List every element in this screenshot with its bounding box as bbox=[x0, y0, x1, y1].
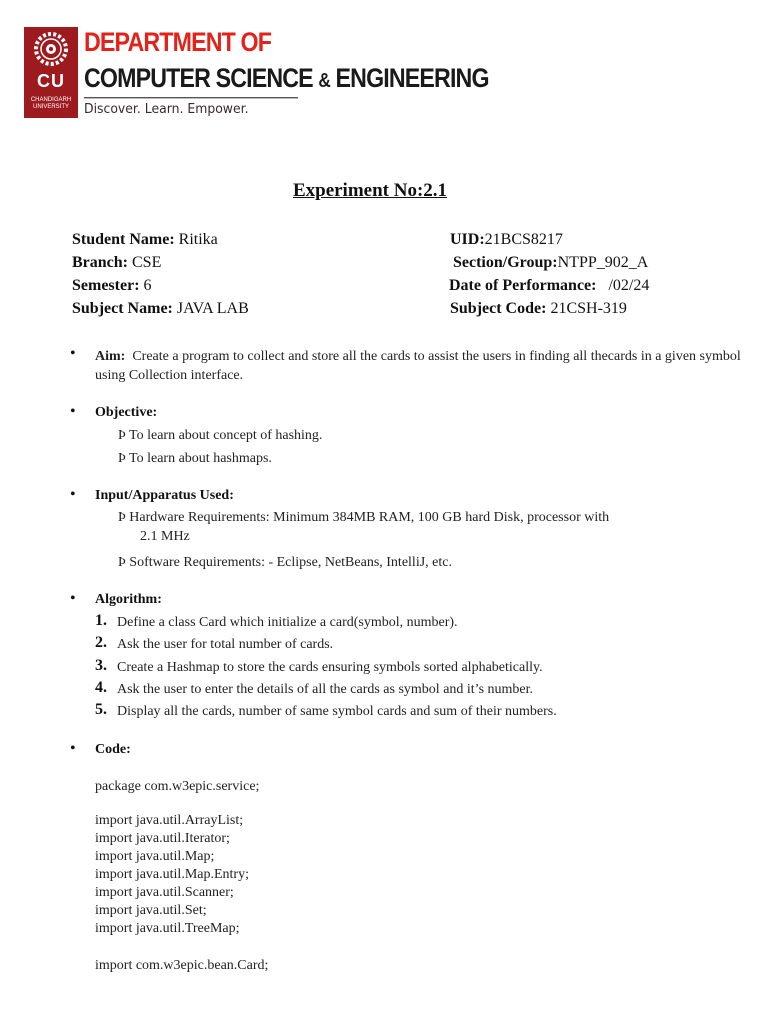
algorithm-step-number: 4. bbox=[95, 679, 107, 696]
code-bullet: • bbox=[70, 740, 76, 757]
department-title-line1: DEPARTMENT OF bbox=[84, 27, 272, 57]
hardware-requirements-cont: 2.1 MHz bbox=[140, 529, 190, 544]
algorithm-step-number: 2. bbox=[95, 634, 107, 651]
experiment-title: Experiment No:2.1 bbox=[292, 180, 448, 201]
algorithm-step: Ask the user for total number of cards. bbox=[117, 637, 334, 652]
algorithm-step-number: 3. bbox=[95, 657, 107, 674]
aim-bullet: • bbox=[70, 345, 76, 362]
tagline: Discover. Learn. Empower. bbox=[84, 101, 249, 117]
student-uid: UID:21BCS8217 bbox=[450, 231, 563, 248]
objective-item: Þ To learn about hashmaps. bbox=[118, 451, 272, 466]
aim-label: Aim: bbox=[95, 349, 126, 364]
section-group: Section/Group:NTPP_902_A bbox=[453, 254, 649, 271]
semester: Semester: 6 bbox=[72, 277, 152, 294]
subject-code: Subject Code: 21CSH-319 bbox=[450, 300, 627, 317]
apparatus-bullet: • bbox=[70, 486, 76, 503]
aim-section bbox=[95, 347, 755, 385]
objective-item: Þ To learn about concept of hashing. bbox=[118, 428, 323, 443]
logo-cu-text: CU bbox=[37, 71, 65, 91]
algorithm-step: Create a Hashmap to store the cards ensuring symbols sorted alphabetically. bbox=[117, 660, 543, 675]
hardware-requirements: Þ Hardware Requirements: Minimum 384MB RAM, 100 GB hard Disk, processor with bbox=[118, 510, 610, 525]
student-name: Student Name: Ritika bbox=[72, 231, 218, 248]
gear-emblem-icon bbox=[24, 27, 78, 71]
algorithm-step: Display all the cards, number of same symbol cards and sum of their numbers. bbox=[117, 704, 557, 719]
header-rule bbox=[84, 97, 298, 99]
code-heading: Code: bbox=[95, 742, 131, 757]
code-imports: import java.util.ArrayList; import java.util.Iterator; import java.util.Map; import java.util.Map.Entry; import java.util.Scanner; import java.util.Set; import java.util.TreeMap; bbox=[95, 813, 249, 936]
algorithm-step-number: 5. bbox=[95, 701, 107, 718]
aim-text: Create a program to collect and store all the cards to assist the users in finding all thecards in a given symbol using Collection interface. bbox=[95, 349, 741, 383]
objective-bullet: • bbox=[70, 403, 76, 420]
department-title-line2: COMPUTER SCIENCE & ENGINEERING bbox=[84, 63, 489, 93]
subject-name: Subject Name: JAVA LAB bbox=[72, 300, 249, 317]
university-logo bbox=[24, 27, 78, 118]
software-requirements: Þ Software Requirements: - Eclipse, NetBeans, IntelliJ, etc. bbox=[118, 555, 452, 570]
date-of-performance: Date of Performance: /02/24 bbox=[449, 277, 650, 294]
algorithm-step-number: 1. bbox=[95, 612, 107, 629]
code-package-line: package com.w3epic.service; bbox=[95, 779, 260, 794]
algorithm-bullet: • bbox=[70, 590, 76, 607]
logo-university-text: CHANDIGARH UNIVERSITY bbox=[30, 97, 72, 110]
objective-heading: Objective: bbox=[95, 405, 158, 420]
branch: Branch: CSE bbox=[72, 254, 162, 271]
algorithm-step: Ask the user to enter the details of all the cards as symbol and it’s number. bbox=[117, 682, 534, 697]
code-import-card: import com.w3epic.bean.Card; bbox=[95, 958, 269, 973]
algorithm-heading: Algorithm: bbox=[95, 592, 162, 607]
algorithm-step: Define a class Card which initialize a card(symbol, number). bbox=[117, 615, 458, 630]
apparatus-heading: Input/Apparatus Used: bbox=[95, 488, 234, 503]
